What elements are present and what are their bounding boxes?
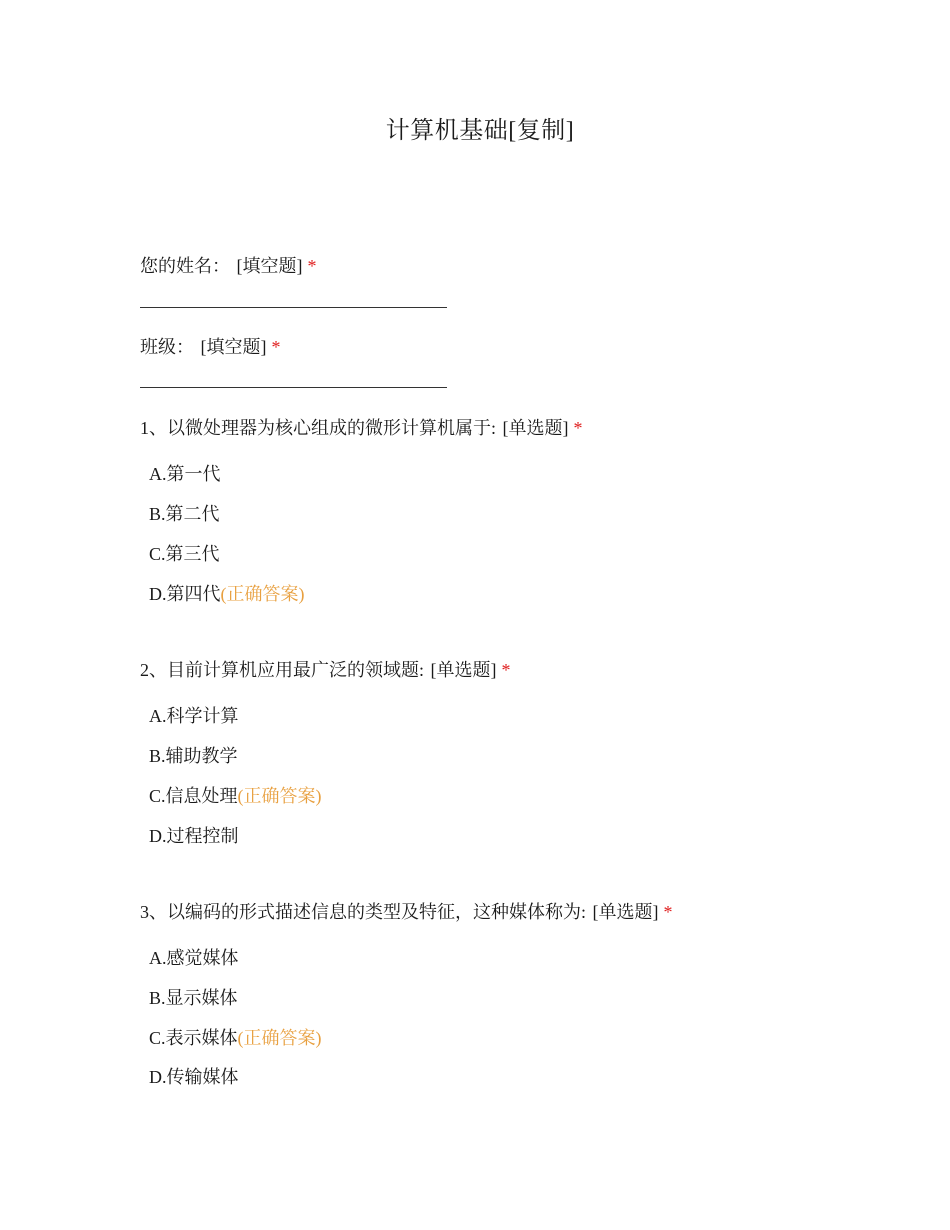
required-mark: * — [573, 418, 583, 438]
option-label: A.感觉媒体 — [149, 948, 239, 968]
name-question — [140, 252, 317, 278]
question-1-option-d[interactable] — [149, 580, 305, 606]
option-label: B.第二代 — [149, 504, 220, 524]
question-2-option-b[interactable] — [149, 742, 238, 768]
question-2-option-a[interactable] — [149, 702, 239, 728]
name-question-type: [填空题] — [232, 256, 303, 276]
question-2-option-c[interactable] — [149, 782, 322, 808]
question-3 — [140, 898, 673, 924]
question-2-option-d[interactable] — [149, 822, 239, 848]
question-3-option-c[interactable] — [149, 1024, 322, 1050]
question-2 — [140, 656, 511, 682]
question-3-option-d[interactable] — [149, 1063, 239, 1089]
correct-answer-marker: (正确答案) — [220, 584, 305, 604]
option-label: C.信息处理 — [149, 786, 238, 806]
class-answer-blank[interactable] — [140, 387, 447, 388]
name-answer-blank[interactable] — [140, 307, 447, 308]
option-label: C.第三代 — [149, 544, 220, 564]
required-mark: * — [271, 337, 281, 357]
option-label: D.传输媒体 — [149, 1067, 239, 1087]
question-1-option-b[interactable] — [149, 500, 220, 526]
question-1-option-c[interactable] — [149, 540, 220, 566]
question-3-type: [单选题] — [588, 902, 659, 922]
option-label: D.第四代 — [149, 584, 221, 604]
correct-answer-marker: (正确答案) — [237, 786, 322, 806]
question-1-type: [单选题] — [498, 418, 569, 438]
required-mark: * — [307, 256, 317, 276]
question-2-type: [单选题] — [426, 660, 497, 680]
name-question-label: 您的姓名： — [140, 256, 230, 276]
question-3-text: 3、以编码的形式描述信息的类型及特征，这种媒体称为: — [140, 902, 586, 922]
question-1 — [140, 414, 583, 440]
option-label: A.第一代 — [149, 464, 221, 484]
correct-answer-marker: (正确答案) — [237, 1028, 322, 1048]
question-3-option-b[interactable] — [149, 984, 238, 1010]
option-label: C.表示媒体 — [149, 1028, 238, 1048]
option-label: D.过程控制 — [149, 826, 239, 846]
required-mark: * — [501, 660, 511, 680]
question-1-text: 1、以微处理器为核心组成的微形计算机属于: — [140, 418, 496, 438]
question-3-option-a[interactable] — [149, 944, 239, 970]
required-mark: * — [663, 902, 673, 922]
option-label: B.显示媒体 — [149, 988, 238, 1008]
question-2-text: 2、目前计算机应用最广泛的领域题: — [140, 660, 424, 680]
question-1-option-a[interactable] — [149, 460, 221, 486]
class-question-type: [填空题] — [196, 337, 267, 357]
class-question — [140, 333, 281, 359]
option-label: B.辅助教学 — [149, 746, 238, 766]
class-question-label: 班级： — [140, 337, 194, 357]
option-label: A.科学计算 — [149, 706, 239, 726]
document-title: 计算机基础[复制] — [385, 118, 575, 144]
